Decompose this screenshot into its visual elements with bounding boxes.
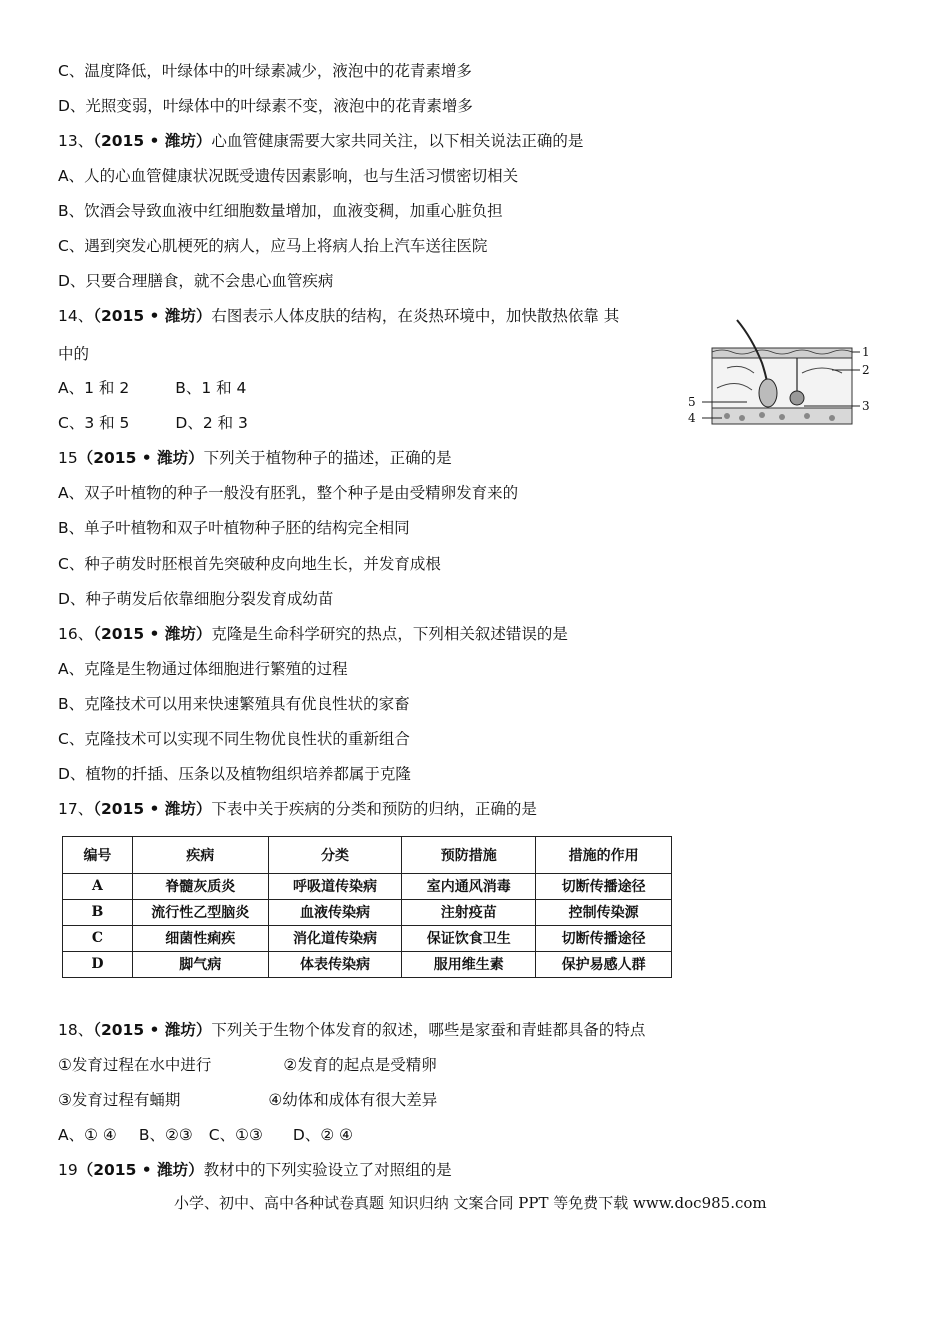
q13-option-c: C、遇到突发心肌梗死的病人，应马上将病人抬上汽车送往医院 bbox=[58, 237, 488, 255]
q16-option-b: B、克隆技术可以用来快速繁殖具有优良性状的家畜 bbox=[58, 695, 410, 713]
q18-option-a: A、① ④ bbox=[58, 1126, 117, 1144]
table-cell: 保证饮食卫生 bbox=[402, 925, 536, 951]
question-number: 15 bbox=[58, 449, 78, 467]
q18-item-2: ②发育的起点是受精卵 bbox=[283, 1056, 437, 1074]
q18-item-1: ①发育过程在水中进行 bbox=[58, 1056, 212, 1074]
table-cell: 呼吸道传染病 bbox=[268, 873, 402, 899]
table-header-cell: 措施的作用 bbox=[536, 837, 672, 874]
q18-items-34 bbox=[58, 1090, 437, 1110]
disease-table-wrap bbox=[62, 836, 672, 978]
question-number: 16、 bbox=[58, 625, 94, 643]
figure-label-2: 2 bbox=[862, 363, 870, 377]
table-cell: 消化道传染病 bbox=[268, 925, 402, 951]
table-header-cell: 疾病 bbox=[132, 837, 268, 874]
q13-option-a: A、人的心血管健康状况既受遗传因素影响，也与生活习惯密切相关 bbox=[58, 167, 519, 185]
table-header-cell: 预防措施 bbox=[402, 837, 536, 874]
skin-structure-diagram bbox=[682, 318, 882, 438]
question-number: 19 bbox=[58, 1161, 78, 1179]
q14-stem-line bbox=[58, 306, 619, 326]
table-cell: B bbox=[63, 899, 133, 925]
question-source: （2015 • 潍坊） bbox=[93, 307, 212, 325]
q14-stem-line-2: 中的 bbox=[58, 345, 90, 363]
question-stem: 下表中关于疾病的分类和预防的归纳，正确的是 bbox=[211, 800, 537, 818]
table-cell: 服用维生素 bbox=[402, 951, 536, 977]
question-source: （2015 • 潍坊） bbox=[93, 800, 212, 818]
figure-label-4: 4 bbox=[688, 411, 696, 425]
q16-option-d: D、植物的扦插、压条以及植物组织培养都属于克隆 bbox=[58, 765, 411, 783]
q13-option-b: B、饮酒会导致血液中红细胞数量增加，血液变稠，加重心脏负担 bbox=[58, 202, 503, 220]
q17-stem-line bbox=[58, 799, 537, 819]
question-source: （2015 • 潍坊） bbox=[93, 132, 212, 150]
table-row bbox=[63, 873, 672, 899]
table-row bbox=[63, 899, 672, 925]
q15-option-c: C、种子萌发时胚根首先突破种皮向地生长，并发育成根 bbox=[58, 555, 441, 573]
table-cell: 控制传染源 bbox=[536, 899, 672, 925]
question-number: 13、 bbox=[58, 132, 94, 150]
q16-option-c: C、克隆技术可以实现不同生物优良性状的重新组合 bbox=[58, 730, 410, 748]
table-row bbox=[63, 951, 672, 977]
q18-option-c: C、①③ bbox=[208, 1126, 263, 1144]
table-cell: 切断传播途径 bbox=[536, 873, 672, 899]
q14-options-ab bbox=[58, 378, 246, 398]
question-number: 14、 bbox=[58, 307, 94, 325]
question-source: （2015 • 潍坊） bbox=[93, 1021, 212, 1039]
table-header-row bbox=[63, 837, 672, 874]
table-cell: 细菌性痢疾 bbox=[132, 925, 268, 951]
q18-stem-line bbox=[58, 1020, 645, 1040]
q15-stem-line bbox=[58, 448, 452, 468]
table-cell: D bbox=[63, 951, 133, 977]
disease-table bbox=[62, 836, 672, 978]
question-stem: 教材中的下列实验设立了对照组的是 bbox=[203, 1161, 452, 1179]
skin-structure-figure bbox=[682, 318, 882, 438]
table-header-cell: 分类 bbox=[268, 837, 402, 874]
q12-option-d: D、光照变弱，叶绿体中的叶绿素不变，液泡中的花青素增多 bbox=[58, 97, 473, 115]
q13-stem-line bbox=[58, 131, 583, 151]
table-cell: A bbox=[63, 873, 133, 899]
question-source: （2015 • 潍坊） bbox=[93, 625, 212, 643]
q18-item-3: ③发育过程有蛹期 bbox=[58, 1091, 181, 1109]
question-stem: 下列关于生物个体发育的叙述，哪些是家蚕和青蛙都具备的特点 bbox=[211, 1021, 646, 1039]
table-cell: 室内通风消毒 bbox=[402, 873, 536, 899]
q14-option-a: A、1 和 2 bbox=[58, 379, 130, 397]
q16-stem-line bbox=[58, 624, 568, 644]
question-source: （2015 • 潍坊） bbox=[77, 449, 204, 467]
question-number: 18、 bbox=[58, 1021, 94, 1039]
q15-option-b: B、单子叶植物和双子叶植物种子胚的结构完全相同 bbox=[58, 519, 410, 537]
table-cell: C bbox=[63, 925, 133, 951]
table-cell: 脊髓灰质炎 bbox=[132, 873, 268, 899]
question-stem: 右图表示人体皮肤的结构，在炎热环境中，加快散热依靠 其 bbox=[211, 307, 620, 325]
q15-option-a: A、双子叶植物的种子一般没有胚乳，整个种子是由受精卵发育来的 bbox=[58, 484, 519, 502]
question-number: 17、 bbox=[58, 800, 94, 818]
page-footer: 小学、初中、高中各种试卷真题 知识归纳 文案合同 PPT 等免费下载 www.doc985.com bbox=[174, 1194, 767, 1212]
figure-label-1: 1 bbox=[862, 345, 870, 359]
table-cell: 切断传播途径 bbox=[536, 925, 672, 951]
q14-option-b: B、1 和 4 bbox=[175, 379, 247, 397]
q16-option-a: A、克隆是生物通过体细胞进行繁殖的过程 bbox=[58, 660, 348, 678]
q18-option-b: B、②③ bbox=[138, 1126, 193, 1144]
figure-label-3: 3 bbox=[862, 399, 870, 413]
question-stem: 下列关于植物种子的描述，正确的是 bbox=[203, 449, 452, 467]
q18-items-12 bbox=[58, 1055, 437, 1075]
q13-option-d: D、只要合理膳食，就不会患心血管疾病 bbox=[58, 272, 334, 290]
question-stem: 克隆是生命科学研究的热点，下列相关叙述错误的是 bbox=[211, 625, 568, 643]
table-cell: 脚气病 bbox=[132, 951, 268, 977]
table-cell: 注射疫苗 bbox=[402, 899, 536, 925]
question-stem: 心血管健康需要大家共同关注，以下相关说法正确的是 bbox=[211, 132, 584, 150]
q18-option-d: D、② ④ bbox=[292, 1126, 354, 1144]
figure-label-5: 5 bbox=[688, 395, 696, 409]
table-cell: 血液传染病 bbox=[268, 899, 402, 925]
q18-options bbox=[58, 1125, 353, 1145]
q18-item-4: ④幼体和成体有很大差异 bbox=[268, 1091, 438, 1109]
q14-option-c: C、3 和 5 bbox=[58, 414, 130, 432]
q15-option-d: D、种子萌发后依靠细胞分裂发育成幼苗 bbox=[58, 590, 334, 608]
table-cell: 流行性乙型脑炎 bbox=[132, 899, 268, 925]
question-source: （2015 • 潍坊） bbox=[77, 1161, 204, 1179]
q12-option-c: C、温度降低，叶绿体中的叶绿素减少，液泡中的花青素增多 bbox=[58, 62, 472, 80]
table-header-cell: 编号 bbox=[63, 837, 133, 874]
q14-options-cd bbox=[58, 413, 248, 433]
table-cell: 保护易感人群 bbox=[536, 951, 672, 977]
table-cell: 体表传染病 bbox=[268, 951, 402, 977]
q14-option-d: D、2 和 3 bbox=[175, 414, 248, 432]
q19-stem-line bbox=[58, 1160, 452, 1180]
table-row bbox=[63, 925, 672, 951]
